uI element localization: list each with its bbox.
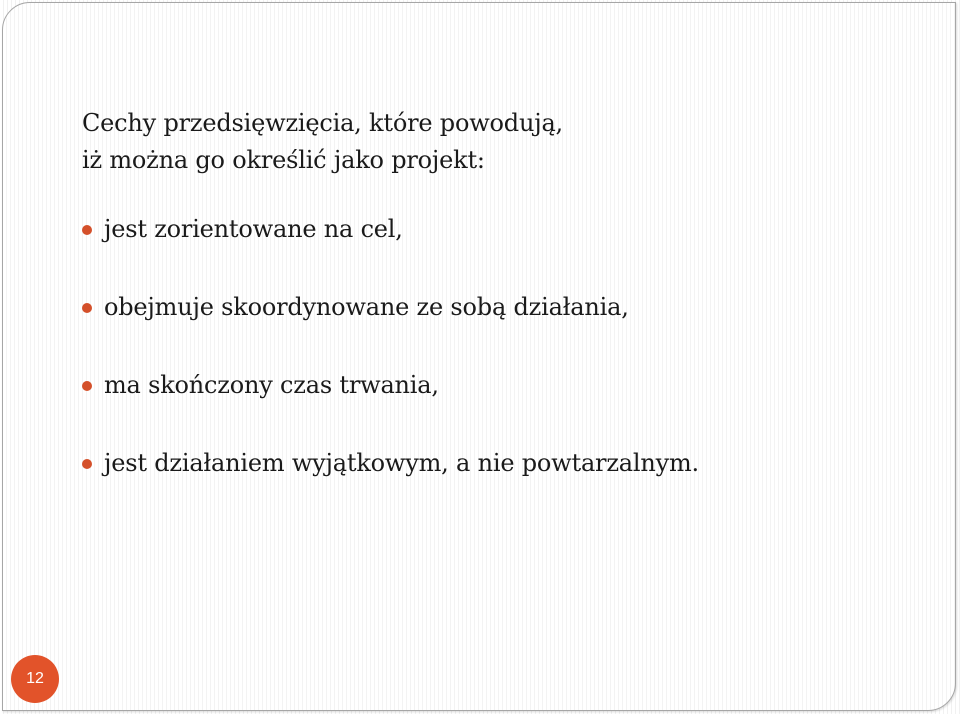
bullet-text: ma skończony czas trwania, — [104, 371, 439, 399]
slide-content — [82, 105, 922, 527]
page-number-badge: 12 — [11, 655, 59, 703]
slide-title-line-2: iż można go określić jako projekt: — [82, 146, 485, 174]
slide-title-line-1: Cechy przedsięwzięcia, które powodują, — [82, 109, 563, 137]
bullet-dot-icon — [82, 225, 92, 235]
bullet-dot-icon — [82, 303, 92, 313]
bullet-item — [82, 371, 922, 399]
bullet-text: jest zorientowane na cel, — [104, 215, 403, 243]
bullet-item — [82, 449, 922, 477]
bullet-list — [82, 215, 922, 477]
bullet-dot-icon — [82, 381, 92, 391]
bullet-item — [82, 293, 922, 321]
bullet-item — [82, 215, 922, 243]
bullet-text: jest działaniem wyjątkowym, a nie powtarzalnym. — [104, 449, 699, 477]
bullet-dot-icon — [82, 459, 92, 469]
bullet-text: obejmuje skoordynowane ze sobą działania, — [104, 293, 629, 321]
